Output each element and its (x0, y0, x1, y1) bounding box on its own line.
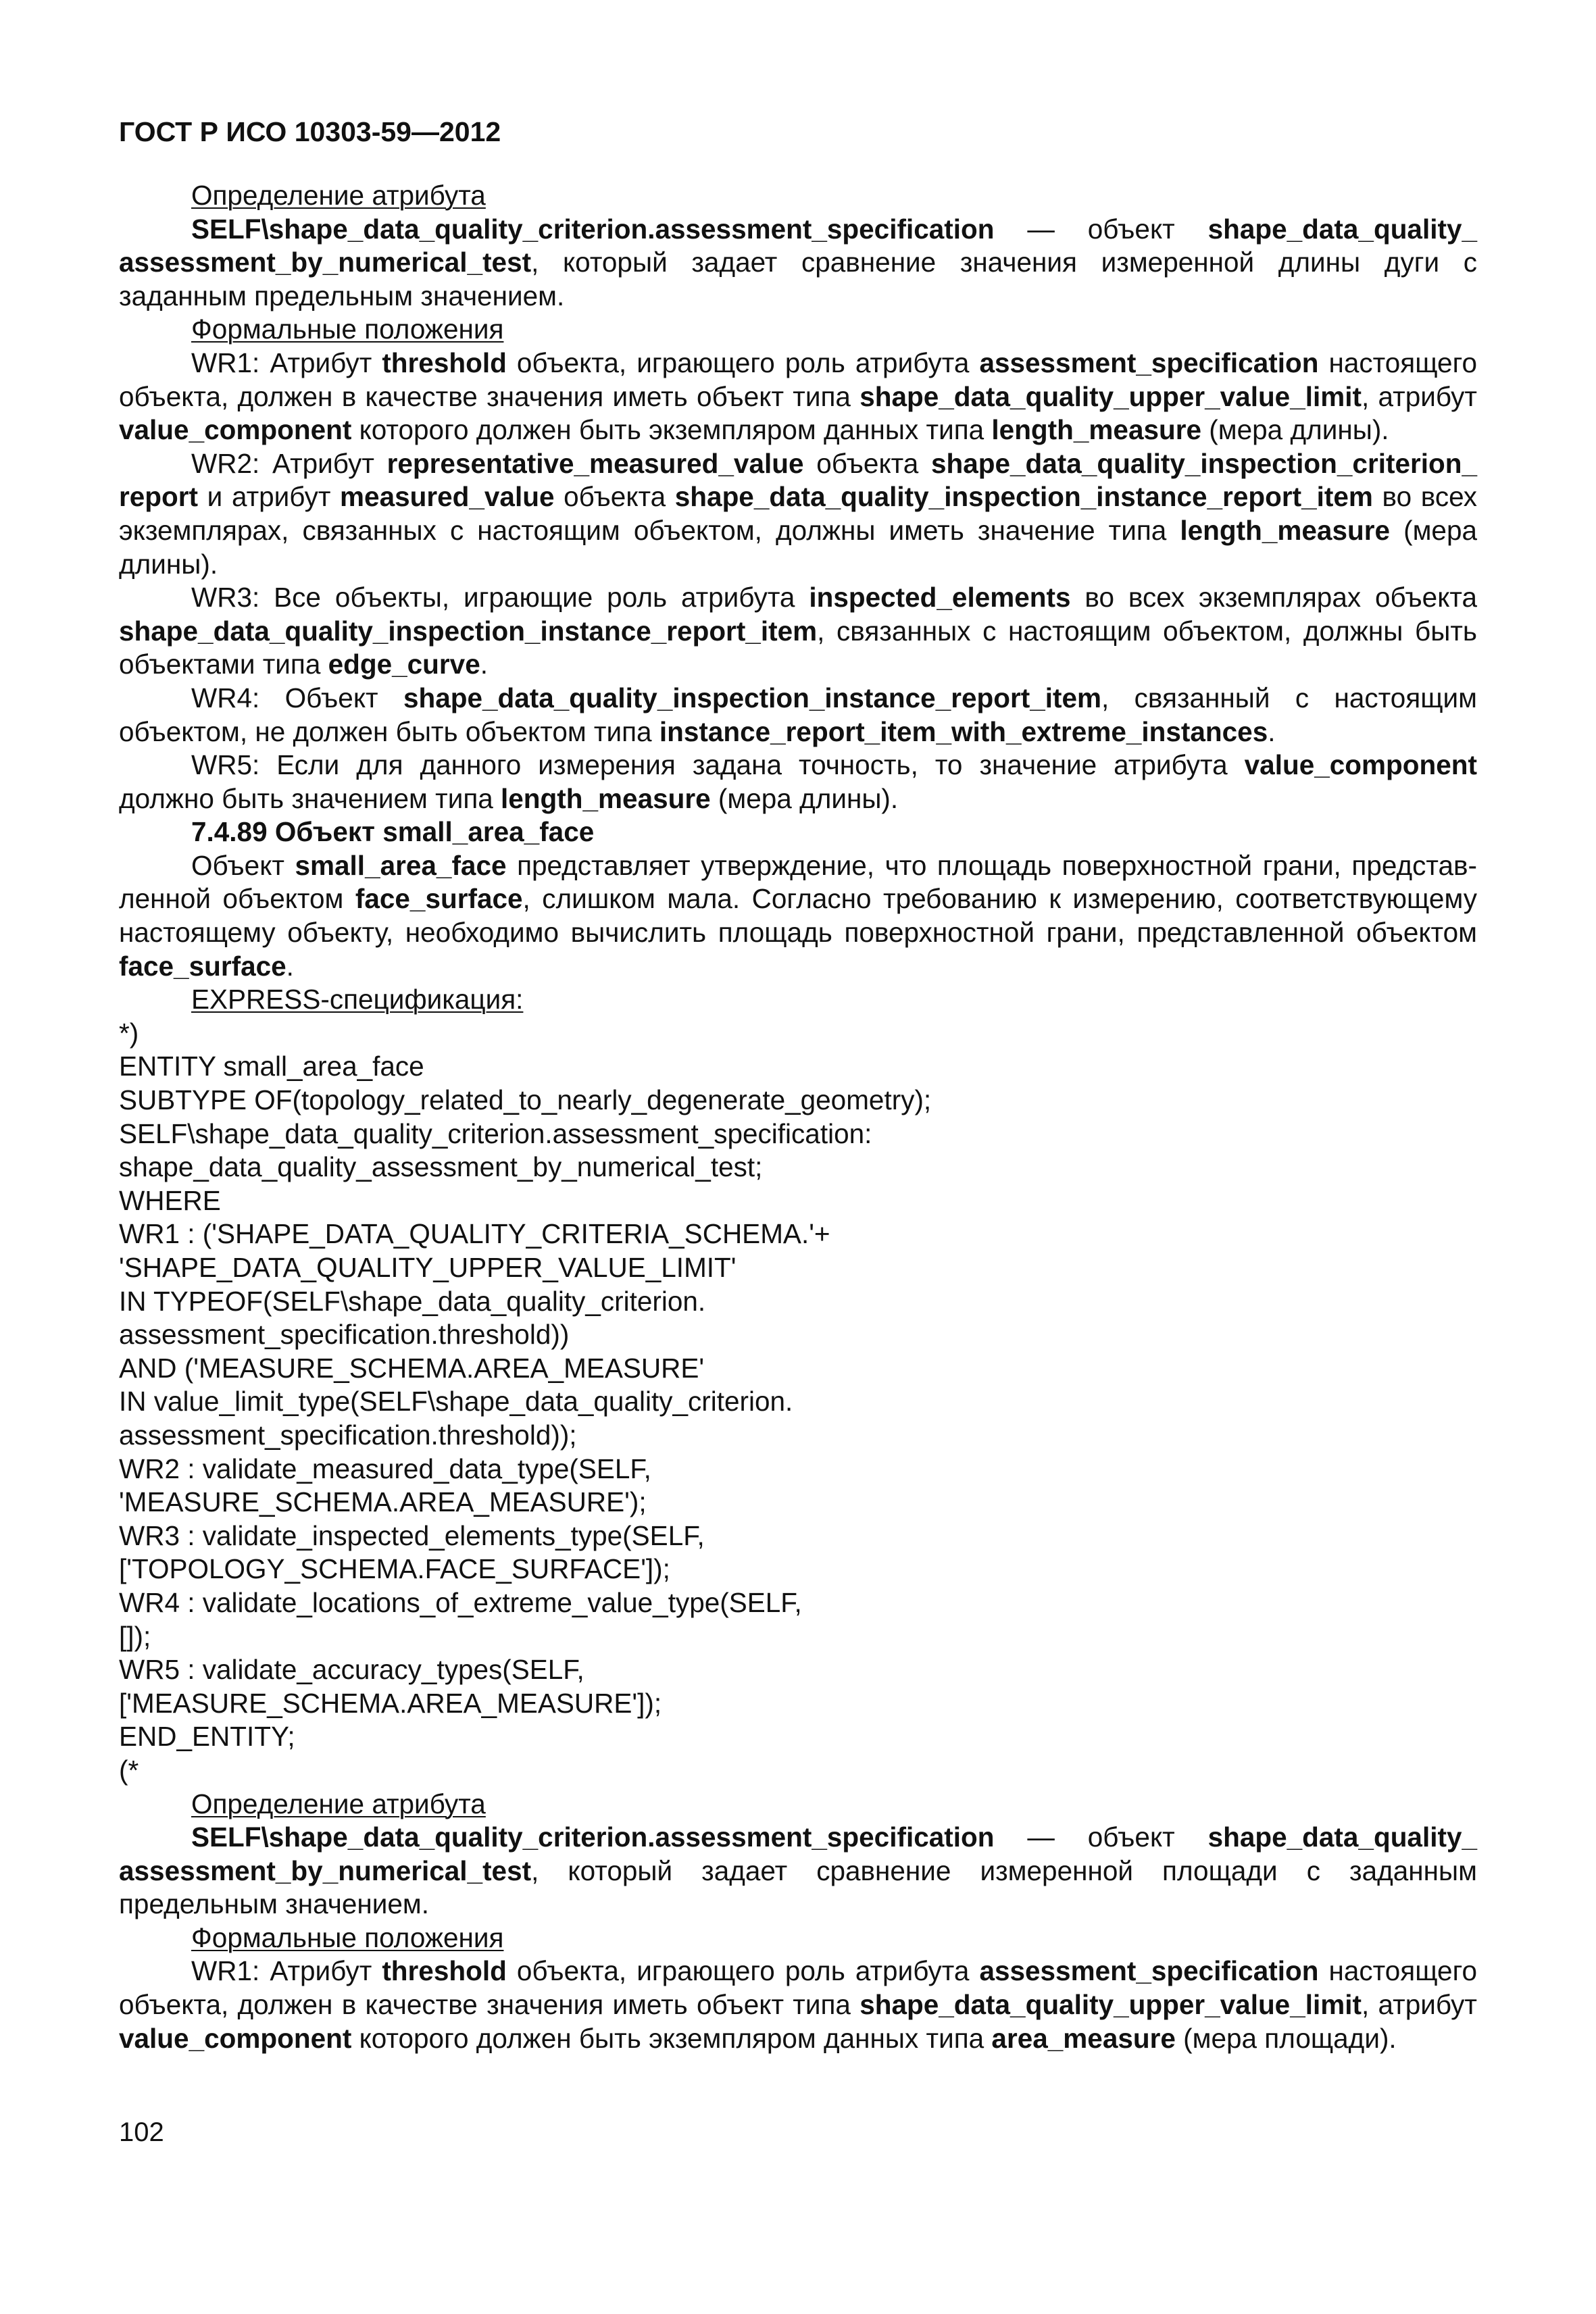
code-line: AND ('MEASURE_SCHEMA.AREA_MEASURE' (119, 1352, 705, 1384)
code-line: WHERE (119, 1184, 221, 1216)
page-number: 102 (119, 2117, 164, 2147)
code-line: 'SHAPE_DATA_QUALITY_UPPER_VALUE_LIMIT' (119, 1252, 737, 1283)
code-line: (* (119, 1754, 139, 1786)
code-line: SELF\shape_data_quality_criterion.assessment_specification: (119, 1117, 872, 1149)
code-line: IN value_limit_type(SELF\shape_data_quality_criterion. (119, 1386, 793, 1417)
code-line: assessment_specification.threshold)); (119, 1419, 577, 1451)
code-line: END_ENTITY; (119, 1721, 295, 1753)
formal-propositions-label-2: Формальные положения (191, 1921, 504, 1953)
code-line: *) (119, 1017, 139, 1049)
rule-wr2: WR2: Атрибут representative_measured_value объекта shape_data_quality_inspection_criterion_ report и атрибут measured_value объекта shape_data_quality_inspection_instance_report_item во всех экземплярах, связанных с настоящим объектом, должны иметь значение типа length_measure (мера длины). (119, 447, 1477, 580)
code-line: ['MEASURE_SCHEMA.AREA_MEASURE']); (119, 1687, 662, 1719)
attribute-definition-label-2: Определение атрибута (191, 1788, 486, 1819)
section-intro: Объект small_area_face представляет утверждение, что площадь поверхностной грани, представленной объектом face_surface, слишком мала. Согласно требованию к измерению, соответствующему настоящему объекту, необходимо вычислить площадь поверхностной грани, представленной объектом face_surface. (119, 849, 1477, 982)
attribute-definition-label: Определение атрибута (191, 180, 486, 211)
rule-wr3: WR3: Все объекты, играющие роль атрибута inspected_elements во всех экземплярах объекта shape_data_quality_inspection_instance_report_item, связанных с настоящим объектом, должны быть объектами типа edge_curve. (119, 582, 1477, 680)
rule-wr4: WR4: Объект shape_data_quality_inspection_instance_report_item, связанный с настоящим объектом, не должен быть объектом типа instance_report_item_with_extreme_instances. (119, 682, 1477, 747)
code-line: 'MEASURE_SCHEMA.AREA_MEASURE'); (119, 1486, 647, 1518)
code-line: WR1 : ('SHAPE_DATA_QUALITY_CRITERIA_SCHEMA.'+ (119, 1218, 830, 1250)
rule-wr5: WR5: Если для данного измерения задана точность, то значение атрибута value_component должно быть значением типа length_measure (мера длины). (119, 749, 1477, 814)
code-line: WR3 : validate_inspected_elements_type(SELF, (119, 1519, 705, 1551)
attribute-definition-text-2: SELF\shape_data_quality_criterion.assessment_specification — объект shape_data_quality_ assessment_by_numerical_test, который задает сравнение измеренной площади с заданным предельным значением. (119, 1821, 1477, 1920)
code-line: ['TOPOLOGY_SCHEMA.FACE_SURFACE']); (119, 1553, 670, 1585)
code-line: WR2 : validate_measured_data_type(SELF, (119, 1453, 651, 1484)
code-line: SUBTYPE OF(topology_related_to_nearly_degenerate_geometry); (119, 1084, 932, 1116)
attribute-definition-text: SELF\shape_data_quality_criterion.assessment_specification — объект shape_data_quality_ assessment_by_numerical_test, который задает сравнение значения измеренной длины дуги с заданным предельным значением. (119, 213, 1477, 311)
formal-propositions-label: Формальные положения (191, 313, 504, 345)
rule-wr1-area: WR1: Атрибут threshold объекта, играющего роль атрибута assessment_specification настоящего объекта, должен в качестве значения иметь объект типа shape_data_quality_upper_value_limit, атрибут value_component которого должен быть экземпляром данных типа area_measure (мера площади). (119, 1955, 1477, 2054)
code-line: shape_data_quality_assessment_by_numerical_test; (119, 1151, 763, 1183)
code-line: IN TYPEOF(SELF\shape_data_quality_criterion. (119, 1285, 706, 1317)
code-line: assessment_specification.threshold)) (119, 1319, 570, 1351)
rule-wr1: WR1: Атрибут threshold объекта, играющего роль атрибута assessment_specification настоящего объекта, должен в качестве значения иметь объект типа shape_data_quality_upper_value_limit, атрибут value_component которого должен быть экземпляром данных типа length_measure (мера длины). (119, 347, 1477, 446)
document-page (119, 115, 1477, 2055)
code-line: WR4 : validate_locations_of_extreme_value_type(SELF, (119, 1586, 802, 1618)
code-line: []); (119, 1620, 151, 1652)
express-code-block (119, 1017, 1477, 1788)
section-heading: 7.4.89 Объект small_area_face (191, 816, 595, 848)
code-line: ENTITY small_area_face (119, 1051, 424, 1082)
express-spec-label: EXPRESS-спецификация: (191, 984, 524, 1015)
code-line: WR5 : validate_accuracy_types(SELF, (119, 1654, 584, 1686)
document-header: ГОСТ Р ИСО 10303-59—2012 (119, 116, 501, 147)
